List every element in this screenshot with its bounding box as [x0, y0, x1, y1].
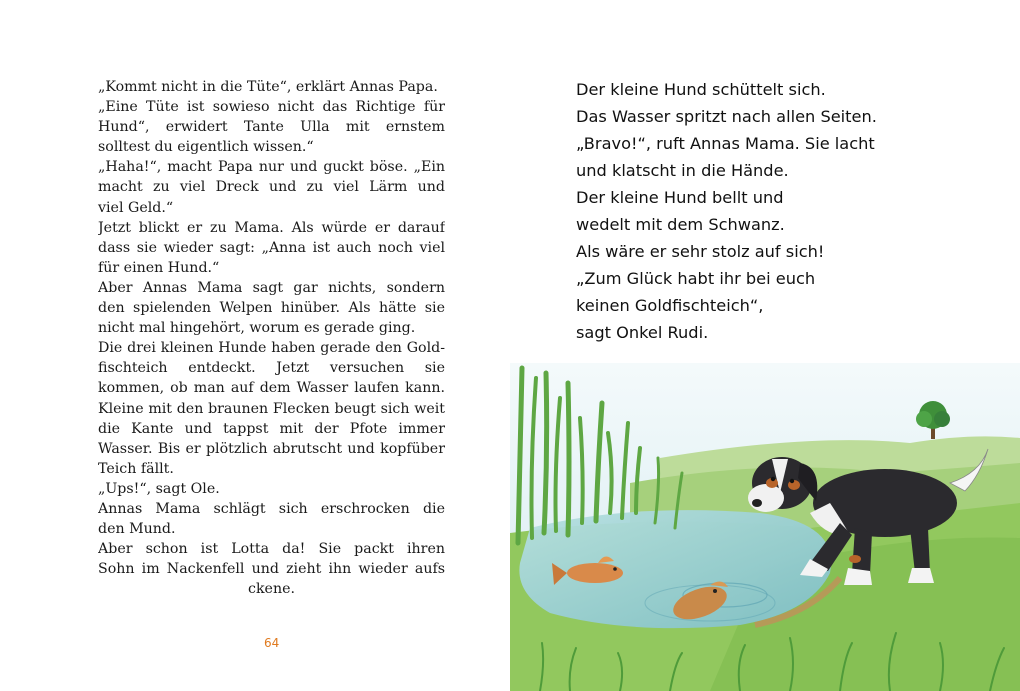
text-line: den spielenden Welpen hinüber. Als hätte sie [98, 300, 445, 317]
text-line: nicht mal hingehört, worum es gerade ging. [98, 320, 416, 337]
text-line: Der kleine Hund schüttelt sich. [576, 80, 826, 99]
text-line: Annas Mama schlägt sich erschrocken die [98, 500, 445, 517]
text-line: Teich fällt. [98, 460, 174, 477]
text-line: keinen Goldfischteich“, [576, 296, 764, 315]
text-line: ckene. [248, 581, 295, 598]
text-line: viel Geld.“ [98, 199, 174, 216]
text-line: macht zu viel Dreck und zu viel Lärm und [98, 179, 445, 196]
text-line: Der kleine Hund bellt und [576, 188, 784, 207]
page-number: 64 [264, 636, 280, 650]
text-line: und klatscht in die Hände. [576, 161, 789, 180]
text-line: wedelt mit dem Schwanz. [576, 215, 785, 234]
text-line: die Kante und tappst mit der Pfote immer [98, 420, 445, 437]
pond-dog-illustration [510, 363, 1020, 691]
text-line: Wasser. Bis er plötzlich abrutscht und kopfüber [98, 440, 445, 457]
text-line: fischteich entdeckt. Jetzt versuchen sie [98, 360, 445, 377]
text-line: „Zum Glück habt ihr bei euch [576, 269, 816, 288]
left-page-text [98, 77, 445, 599]
text-line: für einen Hund.“ [98, 259, 220, 276]
text-line: Das Wasser spritzt nach allen Seiten. [576, 107, 877, 126]
text-line: Als wäre er sehr stolz auf sich! [576, 242, 825, 261]
text-line: „Bravo!“, ruft Annas Mama. Sie lacht [576, 134, 875, 153]
text-line: „Haha!“, macht Papa nur und guckt böse. „Ein [98, 159, 445, 176]
text-line: „Ups!“, sagt Ole. [98, 480, 220, 497]
text-line: Aber Annas Mama sagt gar nichts, sondern [98, 279, 445, 296]
text-line: „Kommt nicht in die Tüte“, erklärt Annas Papa. [98, 79, 438, 95]
text-line: den Mund. [98, 521, 176, 538]
right-page-text [576, 76, 877, 346]
text-line: Jetzt blickt er zu Mama. Als würde er darauf [98, 219, 445, 236]
text-line: sagt Onkel Rudi. [576, 323, 709, 342]
text-line: Kleine mit den braunen Flecken beugt sich weit [98, 400, 445, 417]
text-line: Hund“, erwidert Tante Ulla mit ernstem [98, 119, 445, 136]
text-line: solltest du eigentlich wissen.“ [98, 139, 314, 156]
text-line: Die drei kleinen Hunde haben gerade den Gold- [98, 340, 445, 357]
text-line: Sohn im Nackenfell und zieht ihn wieder aufs [98, 561, 445, 578]
text-line: dass sie wieder sagt: „Anna ist auch noch viel [98, 239, 445, 256]
text-line: kommen, ob man auf dem Wasser laufen kann. [98, 380, 445, 397]
text-line: „Eine Tüte ist sowieso nicht das Richtige für [98, 99, 445, 116]
right-page [510, 0, 1020, 691]
text-line: Aber schon ist Lotta da! Sie packt ihren [98, 541, 445, 558]
